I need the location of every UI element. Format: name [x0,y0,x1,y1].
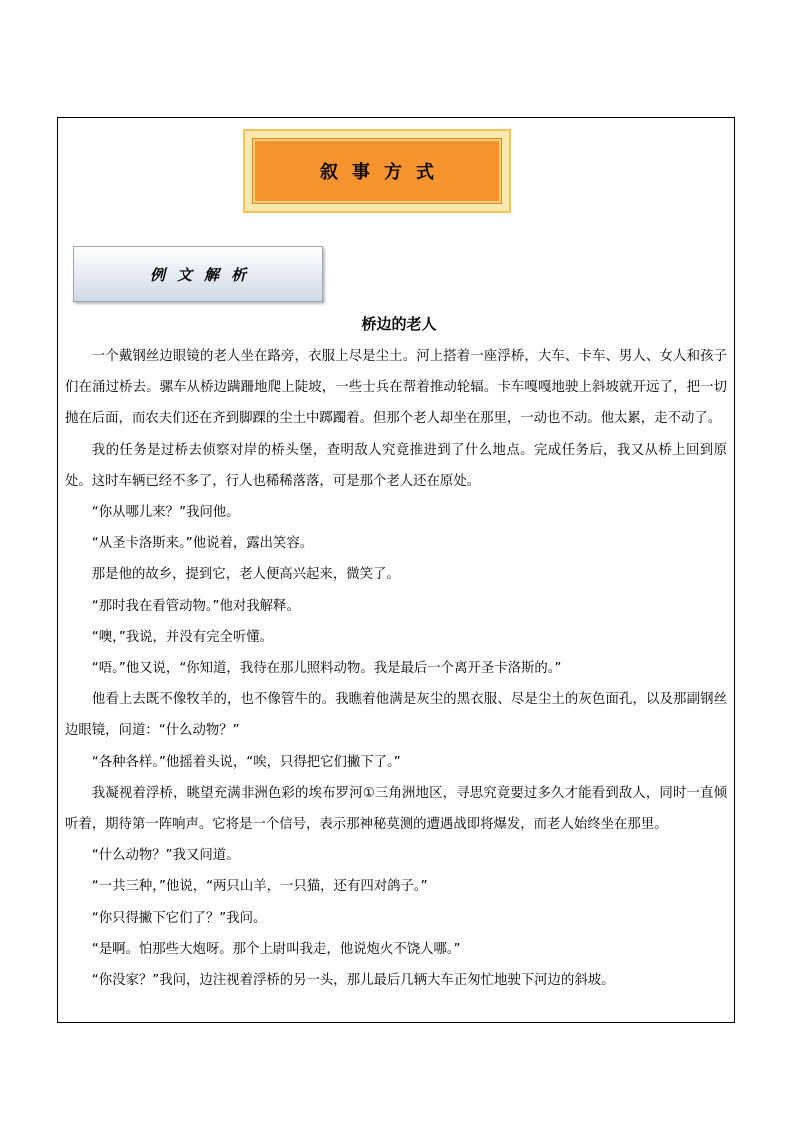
story-paragraph: “是啊。怕那些大炮呀。那个上尉叫我走，他说炮火不饶人哪。” [91,941,461,957]
story-paragraph: “各种各样。”他摇着头说，“唉，只得把它们撇下了。” [91,754,401,770]
story-paragraph: “什么动物？”我又问道。 [91,848,240,864]
story-body [65,341,727,996]
story-paragraph: 他看上去既不像牧羊的，也不像管牛的。我瞧着他满是灰尘的黑衣服、尽是尘土的灰色面孔，以及那副钢丝边眼镜，问道：“什么动物？” [65,692,727,739]
example-analysis-tab [73,246,323,302]
story-paragraph: “一共三种，”他说，“两只山羊，一只猫，还有四对鸽子。” [91,879,428,895]
story-paragraph: 那是他的故乡，提到它，老人便高兴起来，微笑了。 [91,567,400,583]
story-paragraph: “你只得撇下它们了？”我问。 [91,910,267,926]
story-paragraph: 我的任务是过桥去侦察对岸的桥头堡，查明敌人究竟推进到了什么地点。完成任务后，我又从桥上回到原处。这时车辆已经不多了，行人也稀稀落落，可是那个老人还在原处。 [65,442,727,489]
story-paragraph: “你从哪儿来？”我问他。 [91,505,240,521]
story-paragraph: 我凝视着浮桥，眺望充满非洲色彩的埃布罗河①三角洲地区，寻思究竟要过多久才能看到敌人，同时一直倾听着，期待第一阵响声。它将是一个信号，表示那神秘莫测的遭遇战即将爆发，而老人始终坐在那里。 [65,785,727,833]
section-title-inner [253,139,501,203]
story-paragraph: “那时我在看管动物。”他对我解释。 [91,598,300,614]
section-title: 叙事方式 [320,162,448,183]
story-paragraph: “唔。”他又说，“你知道，我待在那儿照料动物。我是最后一个离开圣卡洛斯的。” [91,661,562,677]
section-title-banner [243,129,511,213]
story-paragraph: 一个戴钢丝边眼镜的老人坐在路旁，衣服上尽是尘土。河上搭着一座浮桥，大车、卡车、男人、女人和孩子们在涌过桥去。骡车从桥边蹒跚地爬上陡坡，一些士兵在帮着推动轮辐。卡车嘎嘎地驶上斜坡就开远了，把一切抛在后面，而农夫们还在齐到脚踝的尘土中踯躅着。但那个老人却坐在那里，一动也不动。他太累，走不动了。 [65,349,727,427]
story-paragraph: “噢，”我说，并没有完全听懂。 [91,629,274,645]
example-analysis-label: 例文解析 [149,265,258,284]
story-title: 桥边的老人 [361,315,437,333]
story-paragraph: “你没家？”我问，边注视着浮桥的另一头，那儿最后几辆大车正匆忙地驶下河边的斜坡。 [91,973,615,989]
story-paragraph: “从圣卡洛斯来。”他说着，露出笑容。 [91,536,314,552]
